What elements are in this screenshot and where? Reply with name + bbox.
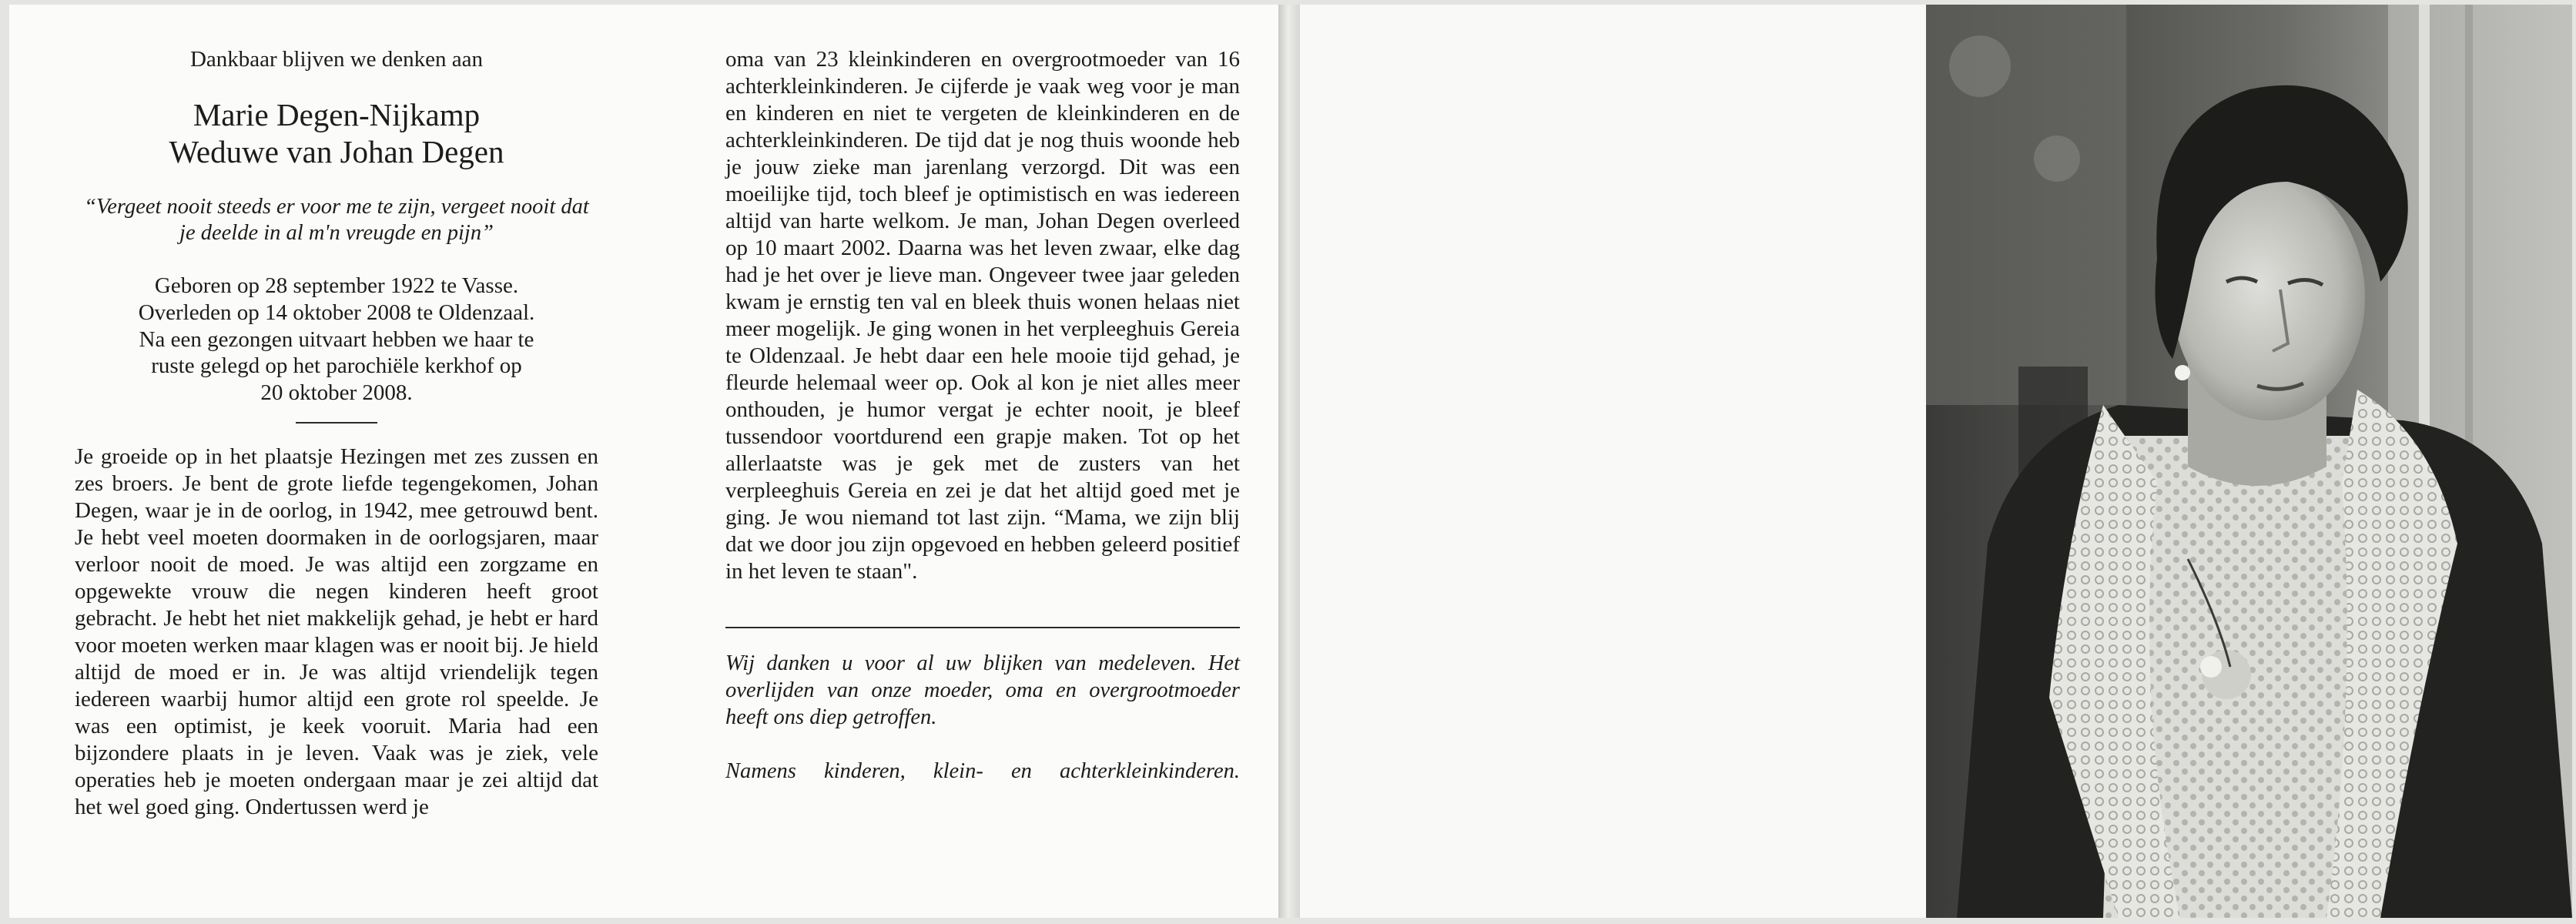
vitals-line: Na een gezongen uitvaart hebben we haar te: [139, 326, 534, 352]
wallpaper-ornament: [1949, 35, 2011, 97]
name-line-1: Marie Degen-Nijkamp: [193, 96, 481, 132]
name-line-2: Weduwe van Johan Degen: [169, 134, 504, 170]
portrait-photo: [1926, 5, 2572, 918]
thank-you-note: Wij danken u voor al uw blijken van medeleven. Het overlijden van onze moeder, oma en overgrootmoeder heeft ons diep getroffen.: [725, 651, 1240, 729]
vitals-line: Overleden op 14 oktober 2008 te Oldenzaal.: [138, 300, 535, 325]
memorial-card-inner-page: [9, 5, 1278, 918]
vitals-line: Geboren op 28 september 1922 te Vasse.: [154, 273, 519, 298]
brooch-flower: [2200, 656, 2222, 678]
vitals-line: ruste gelegd op het parochiële kerkhof op: [151, 353, 522, 379]
pearl-earring: [2175, 365, 2190, 380]
divider-short: [296, 422, 377, 424]
divider-long: [725, 627, 1240, 628]
right-text-column: [725, 5, 1240, 785]
portrait-illustration: [1926, 5, 2572, 918]
life-dates: [75, 273, 598, 407]
card-fold: [1278, 5, 1300, 918]
vitals-line: 20 oktober 2008.: [260, 380, 413, 406]
left-text-column: [75, 5, 598, 821]
memorial-quote: “Vergeet nooit steeds er voor me te zijn, vergeet nooit dat je deelde in al m'n vreugde en pijn”: [84, 194, 589, 245]
memorial-card-photo-page: [1300, 5, 2572, 918]
biography-part-1: Je groeide op in het plaatsje Hezingen met zes zussen en zes broers. Je bent de grote liefde tegengekomen, Johan Degen, waar je in de oorlog, in 1942, mee getrouwd bent. Je hebt veel moeten doormaken in de oorlogsjaren, maar verloor nooit de moed. Je was altijd een zorgzame en opgewekte vrouw die negen kinderen heeft groot gebracht. Je hebt het niet makkelijk gehad, je hebt er hard voor moeten werken maar klagen was er nooit bij. Je hield altijd de moed er in. Je was altijd vriendelijk tegen iedereen waarbij humor altijd een grote rol speelde. Je was een optimist, je keek vooruit. Maria had een bijzondere plaats in je leven. Vaak was je ziek, vele operaties heb je moeten ondergaan maar je zei altijd dat het wel goed ging. Ondertussen werd je: [75, 444, 598, 819]
intro-line: Dankbaar blijven we denken aan: [189, 47, 484, 72]
wallpaper-ornament: [2034, 136, 2080, 182]
biography-part-2: oma van 23 kleinkinderen en overgrootmoeder van 16 achterkleinkinderen. Je cijferde je vaak weg voor je man en kinderen en niet te vergeten de kleinkinderen en de achterkleinkinderen. De tijd dat je nog thuis woonde heb je jouw zieke man jarenlang verzorgd. Dit was een moeilijke tijd, toch bleef je optimistisch en was iedereen altijd van harte welkom. Je man, Johan Degen overleed op 10 maart 2002. Daarna was het leven zwaar, elke dag had je het over je lieve man. Ongeveer twee jaar geleden kwam je ernstig ten val en bleek thuis wonen helaas niet meer mogelijk. Je ging wonen in het verpleeghuis Gereia te Oldenzaal. Je hebt daar een hele mooie tijd gehad, je fleurde helemaal weer op. Ook al kon je niet alles meer onthouden, je humor vergat je echter nooit, je bleef tussendoor voortdurend een grapje maken. Tot op het allerlaatste was je gek met de zusters van het verpleeghuis Gereia en zei je dat het altijd goed met je ging. Je wou niemand tot last zijn. “Mama, we zijn blij dat we door jou zijn opgevoed en hebben geleerd positief in het leven te staan".: [725, 47, 1240, 584]
deceased-name: [75, 96, 598, 171]
signature-line: Namens kinderen, klein- en achterkleinkinderen.: [725, 759, 1240, 783]
